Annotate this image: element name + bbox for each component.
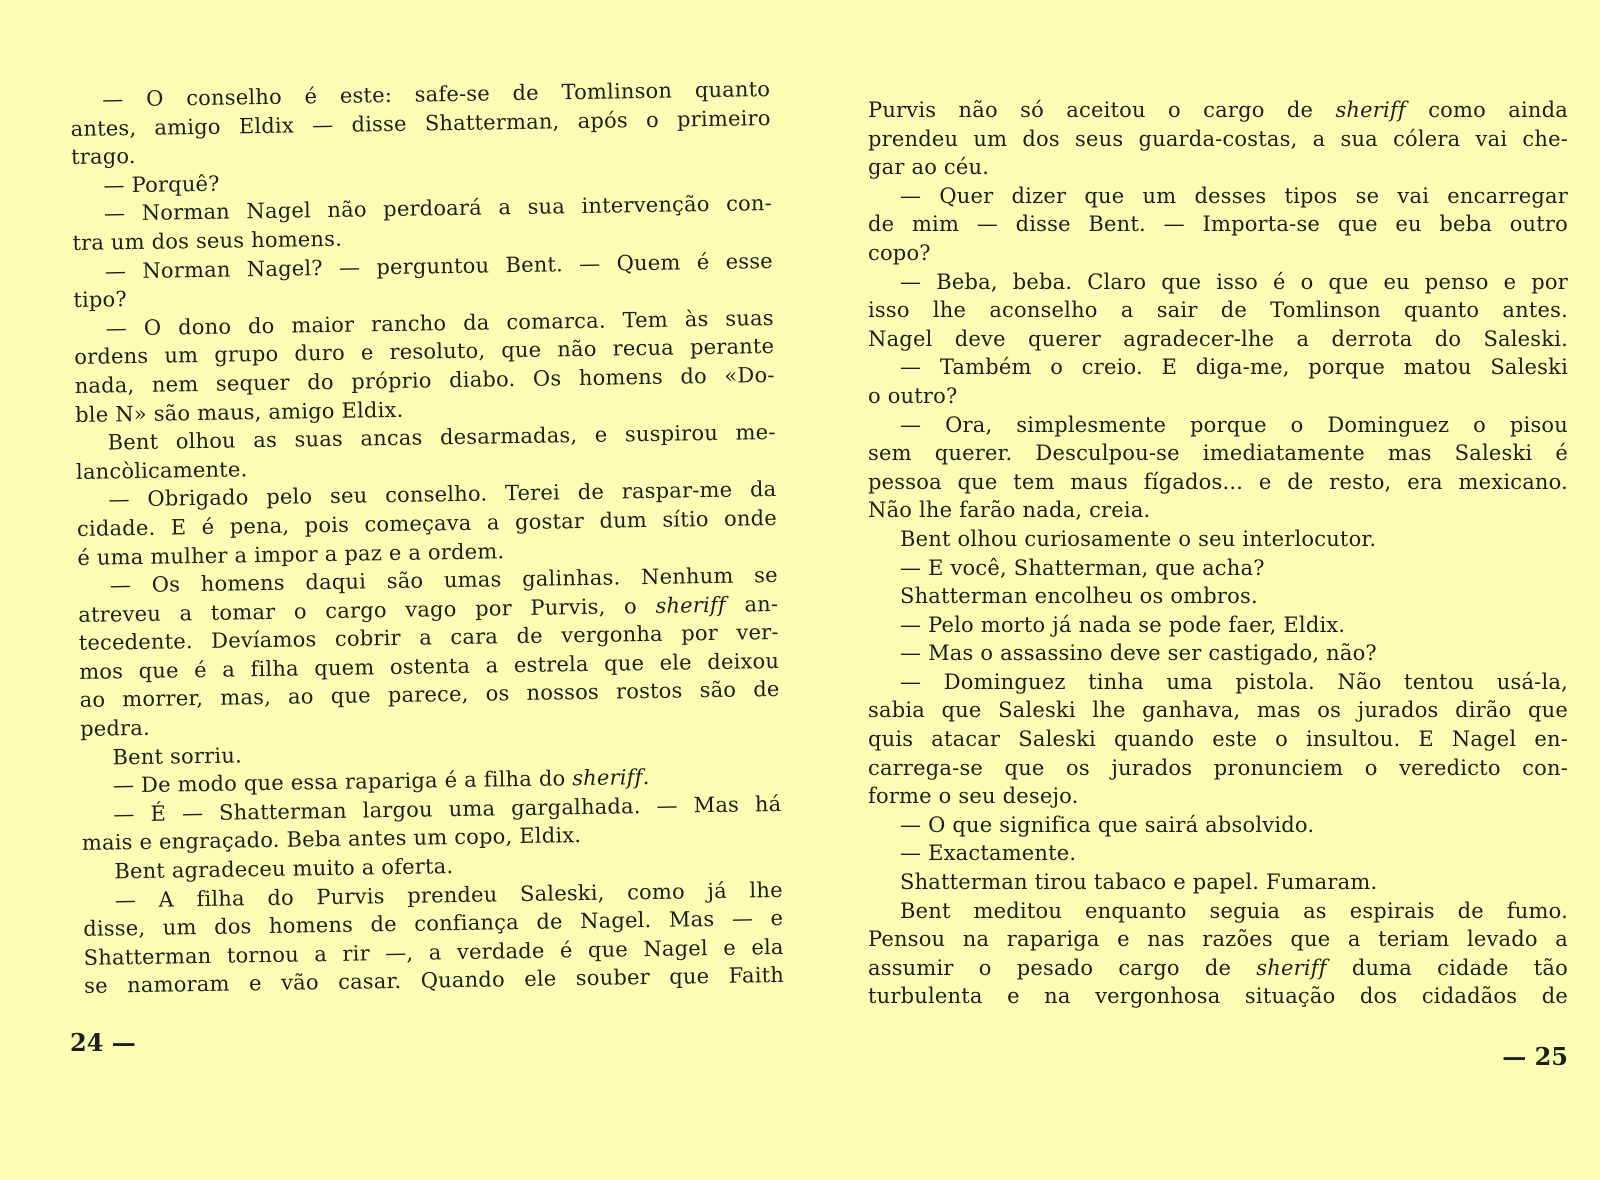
text-line: — Exactamente. [900,841,1077,866]
text-line: copo? [868,240,931,265]
text-line: — Os homens daqui são umas galinhas. Nenhum se [109,563,778,598]
text-line: — O que significa que sairá absolvido. [900,812,1315,837]
page-number-right: — 25 [1502,1042,1568,1071]
italic-word: sheriff [655,592,727,618]
text-line: Não lhe farão nada, creia. [868,498,1151,523]
text-line: pedra. [79,715,151,741]
text-line: nada, nem sequer do próprio diabo. Os homens do «Do- [74,362,775,398]
text-line: carrega-se que os jurados pronunciem o veredicto con- [868,755,1568,780]
text-line: Shatterman tirou tabaco e papel. Fumaram. [900,870,1378,895]
text-line: — Obrigado pelo seu conselho. Terei de raspar-me da [108,477,777,512]
text-line: isso lhe aconselho a sair de Tomlinson quanto antes. [868,298,1568,323]
text-line: — O conselho é este: safe-se de Tomlinson quanto [102,77,771,112]
text-line: lancòlicamente. [75,456,248,484]
text-line: tecedente. Devíamos cobrir a cara de vergonha por ver- [78,620,779,656]
text-line: ble N» são maus, amigo Eldix. [74,397,404,427]
text-line: turbulenta e na vergonhosa situação dos cidadãos de [868,984,1568,1009]
italic-word: sheriff [1256,955,1327,980]
text-line: prendeu um dos seus guarda-costas, a sua cólera vai che- [868,126,1568,151]
text-line: tra um dos seus homens. [72,226,343,255]
text-line: ao morrer, mas, ao que parece, os nossos rostos são de [79,677,780,713]
text-line: sabia que Saleski lhe ganhava, mas os jurados dirão que [868,698,1568,723]
text-line: — Porquê? [103,171,220,198]
text-line: — De modo que essa rapariga é a filha do sheriff. [112,765,650,798]
text-line: antes, amigo Eldix — disse Shatterman, após o primeiro [70,105,771,141]
text-line: gar ao céu. [868,155,990,180]
left-page [70,0,785,1180]
text-line: de mim — disse Bent. — Importa-se que eu beba outro [868,212,1568,237]
text-line: sem querer. Desculpou-se imediatamente mas Saleski é [868,441,1568,466]
text-line: — O dono do maior rancho da comarca. Tem às suas [105,305,774,341]
text-line: Bent meditou enquanto seguia as espirais de fumo. [900,898,1568,923]
text-line: tipo? [73,287,128,313]
text-line: — Norman Nagel? — perguntou Bent. — Quem é esse [104,248,774,284]
text-line: — E você, Shatterman, que acha? [900,555,1265,580]
text-line: Bent olhou as suas ancas desarmadas, e suspirou me- [107,420,776,455]
text-line: disse, um dos homens de confiança de Nagel. Mas — e [83,906,784,942]
right-page [868,0,1568,1180]
text-line: — Beba, beba. Claro que isso é o que eu penso e por [900,269,1568,294]
text-line: Nagel deve querer agradecer-lhe a derrota do Saleski. [868,326,1568,351]
page-number-left: 24 — [70,1028,136,1057]
text-line: Bent agradeceu muito a oferta. [114,854,454,884]
text-line: pessoa que tem maus fígados... e de resto, era mexicano. [868,469,1568,494]
text-line: cidade. E é pena, pois começava a gostar dum sítio onde [76,505,778,541]
text-line: — Pelo morto já nada se pode faer, Eldix. [900,612,1346,637]
left-page-text [70,75,784,1001]
text-line: — Norman Nagel não perdoará a sua intervenção con- [103,191,773,226]
text-line: trago. [70,144,136,170]
text-line: forme o seu desejo. [868,784,1079,809]
italic-word: sheriff [1335,98,1406,122]
text-line: Shatterman encolheu os ombros. [900,584,1258,609]
text-line: — É — Shatterman largou uma gargalhada. — Mas há [113,791,782,827]
text-line: — Ora, simplesmente porque o Dominguez o pisou [900,412,1568,437]
italic-word: sheriff [572,765,643,791]
text-line: é uma mulher a impor a paz e a ordem. [77,538,505,570]
text-line: — A filha do Purvis prendeu Saleski, como já lhe [114,877,783,913]
text-line: — Mas o assassino deve ser castigado, não? [900,641,1377,666]
text-line: Pensou na rapariga e nas razões que a teriam levado a [868,927,1568,952]
text-line: se namoram e vão casar. Quando ele souber que Faith [83,963,785,999]
text-line: Shatterman tornou a rir —, a verdade é que Nagel e ela [83,934,784,970]
text-line: Purvis não só aceitou o cargo de sheriff como ainda [868,98,1568,122]
text-line: mais e engraçado. Beba antes um copo, Eldix. [81,823,582,856]
text-line: quis atacar Saleski quando este o insultou. E Nagel en- [868,727,1568,752]
text-line: — Quer dizer que um desses tipos se vai encarregar [900,183,1568,208]
text-line: Bent sorriu. [112,743,243,770]
text-line: o outro? [868,383,958,408]
right-page-text [868,96,1568,1011]
text-line: assumir o pesado cargo de sheriff duma cidade tão [868,955,1568,980]
text-line: — Dominguez tinha uma pistola. Não tentou usá-la, [900,669,1568,694]
text-line: ordens um grupo duro e resoluto, que não recua perante [74,334,775,370]
text-line: Bent olhou curiosamente o seu interlocutor. [900,526,1377,551]
text-line: atreveu a tomar o cargo vago por Purvis, o sheriff an- [78,591,779,627]
text-line: — Também o creio. E diga-me, porque matou Saleski [900,355,1568,380]
text-line: mos que é a filha quem ostenta a estrela que ele deixou [79,648,780,684]
